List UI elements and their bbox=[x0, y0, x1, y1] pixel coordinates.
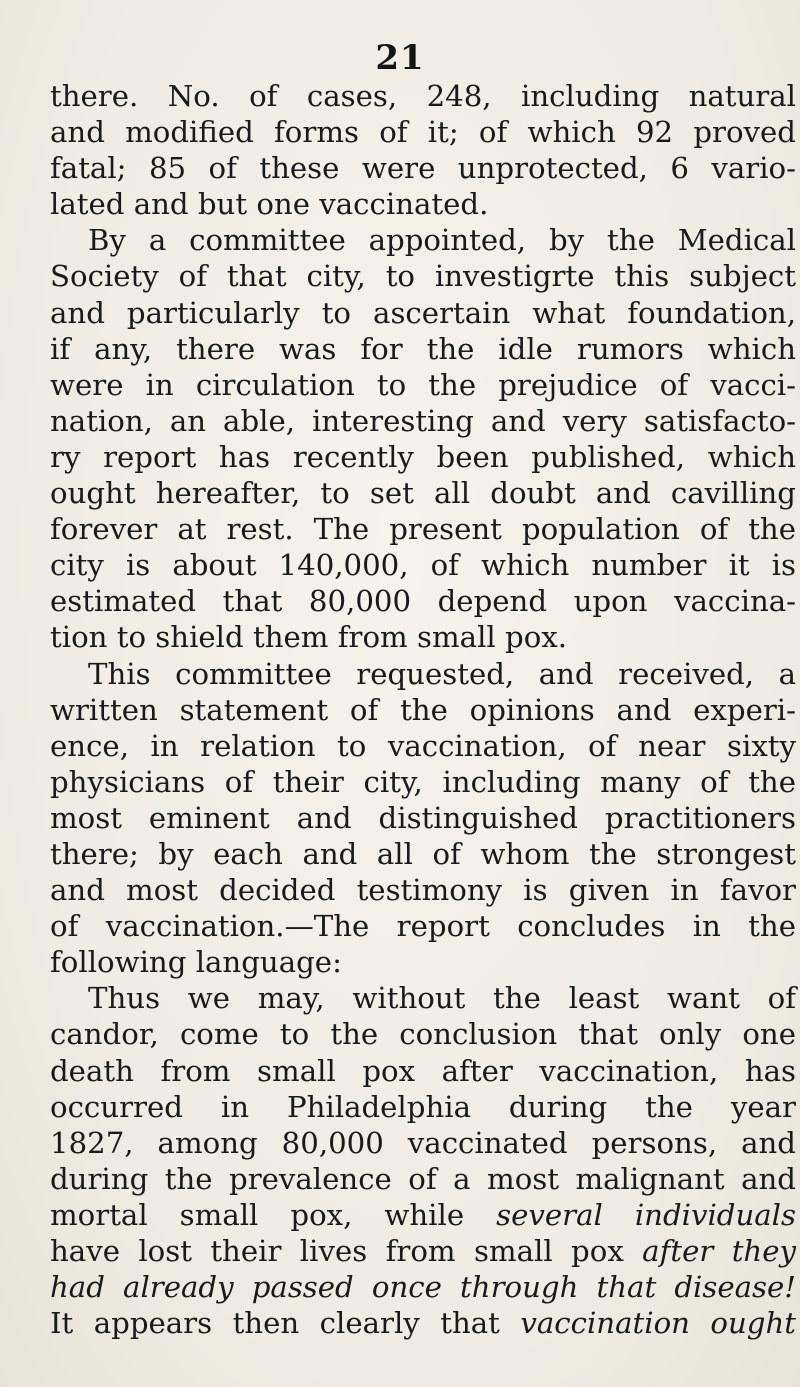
text-line bbox=[50, 583, 796, 619]
text-line bbox=[50, 258, 796, 294]
italic-text: several individuals bbox=[496, 1197, 796, 1232]
text-line-content: occurred in Philadelphia during the year bbox=[50, 1089, 796, 1124]
text-line bbox=[50, 439, 796, 475]
text-line-content: ought hereafter, to set all doubt and cavilling bbox=[50, 476, 796, 511]
text-line bbox=[50, 980, 796, 1016]
text-line bbox=[50, 1197, 796, 1233]
text-line-content: ry report has recently been published, which bbox=[50, 439, 796, 474]
text-line bbox=[50, 403, 796, 439]
text-line-content: estimated that 80,000 depend upon vaccina- bbox=[50, 584, 796, 619]
text-line bbox=[50, 836, 796, 872]
italic-text: had already passed once through that disease! bbox=[50, 1270, 796, 1305]
body-text bbox=[50, 78, 796, 1341]
text-line bbox=[50, 1089, 796, 1125]
text-line bbox=[50, 908, 796, 944]
text-line-content: during the prevalence of a most malignant and bbox=[50, 1161, 796, 1196]
text-line bbox=[50, 764, 796, 800]
text-line-content: fatal; 85 of these were unprotected, 6 vario- bbox=[50, 151, 796, 186]
text-line-content: following language: bbox=[50, 945, 342, 980]
text-line bbox=[50, 222, 796, 258]
italic-text: after they bbox=[642, 1234, 796, 1268]
text-line bbox=[50, 1161, 796, 1197]
text-line bbox=[50, 692, 796, 728]
text-line-content: most eminent and distinguished practitioners bbox=[50, 800, 796, 835]
text-line-content: This committee requested, and received, a bbox=[88, 656, 796, 691]
text-line bbox=[50, 872, 796, 908]
text-line bbox=[50, 944, 796, 980]
text-line-content: tion to shield them from small pox. bbox=[50, 620, 568, 655]
italic-text: vaccination ought bbox=[520, 1306, 796, 1341]
text-line-content: nation, an able, interesting and very satisfacto- bbox=[50, 403, 796, 438]
text-line bbox=[50, 511, 796, 547]
text-line bbox=[50, 800, 796, 836]
text-line-content: death from small pox after vaccination, has bbox=[50, 1053, 796, 1088]
text-line bbox=[50, 1233, 796, 1269]
text-line bbox=[50, 150, 796, 186]
text-line bbox=[50, 114, 796, 150]
text-line-content: By a committee appointed, by the Medical bbox=[88, 223, 796, 258]
text-line bbox=[50, 728, 796, 764]
text-line-content: and modified forms of it; of which 92 proved bbox=[50, 115, 796, 150]
text-line-content: 1827, among 80,000 vaccinated persons, and bbox=[50, 1125, 796, 1160]
text-line-content: physicians of their city, including many of the bbox=[50, 764, 796, 799]
text-line-content: It appears then clearly that bbox=[50, 1306, 500, 1341]
text-line-content: and most decided testimony is given in favor bbox=[50, 873, 796, 908]
text-line-content: lated and but one vaccinated. bbox=[50, 187, 489, 222]
text-line-content: mortal small pox, while bbox=[50, 1197, 465, 1232]
text-line bbox=[50, 475, 796, 511]
text-line-content: there. No. of cases, 248, including natural bbox=[50, 79, 796, 113]
text-line bbox=[50, 367, 796, 403]
text-line-content: if any, there was for the idle rumors which bbox=[50, 331, 796, 366]
text-line-content: Thus we may, without the least want of bbox=[88, 981, 796, 1016]
text-line-content: forever at rest. The present population of the bbox=[50, 512, 796, 547]
text-line-content: have lost their lives from small pox bbox=[50, 1234, 624, 1268]
text-line-content: city is about 140,000, of which number it is bbox=[50, 548, 796, 583]
text-line-content: candor, come to the conclusion that only one bbox=[50, 1017, 796, 1052]
text-line bbox=[50, 295, 796, 331]
text-line bbox=[50, 1125, 796, 1161]
text-line bbox=[50, 331, 796, 367]
text-line-content: were in circulation to the prejudice of vacci- bbox=[50, 367, 796, 402]
text-line bbox=[50, 656, 796, 692]
text-line bbox=[50, 547, 796, 583]
text-line-content: and particularly to ascertain what foundation, bbox=[50, 295, 796, 330]
text-line bbox=[50, 619, 796, 655]
text-line bbox=[50, 1053, 796, 1089]
text-line bbox=[50, 78, 796, 114]
text-line bbox=[50, 1016, 796, 1052]
text-line bbox=[50, 1305, 796, 1341]
text-line-content: of vaccination.—The report concludes in the bbox=[50, 909, 796, 944]
text-line bbox=[50, 186, 796, 222]
text-line-content: written statement of the opinions and experi- bbox=[50, 692, 796, 727]
text-line-content: Society of that city, to investigrte this subject bbox=[50, 259, 796, 294]
page-number: 21 bbox=[375, 38, 425, 78]
text-line-content: there; by each and all of whom the strongest bbox=[50, 836, 796, 871]
text-line bbox=[50, 1269, 796, 1305]
text-line-content: ence, in relation to vaccination, of near sixty bbox=[50, 728, 796, 763]
